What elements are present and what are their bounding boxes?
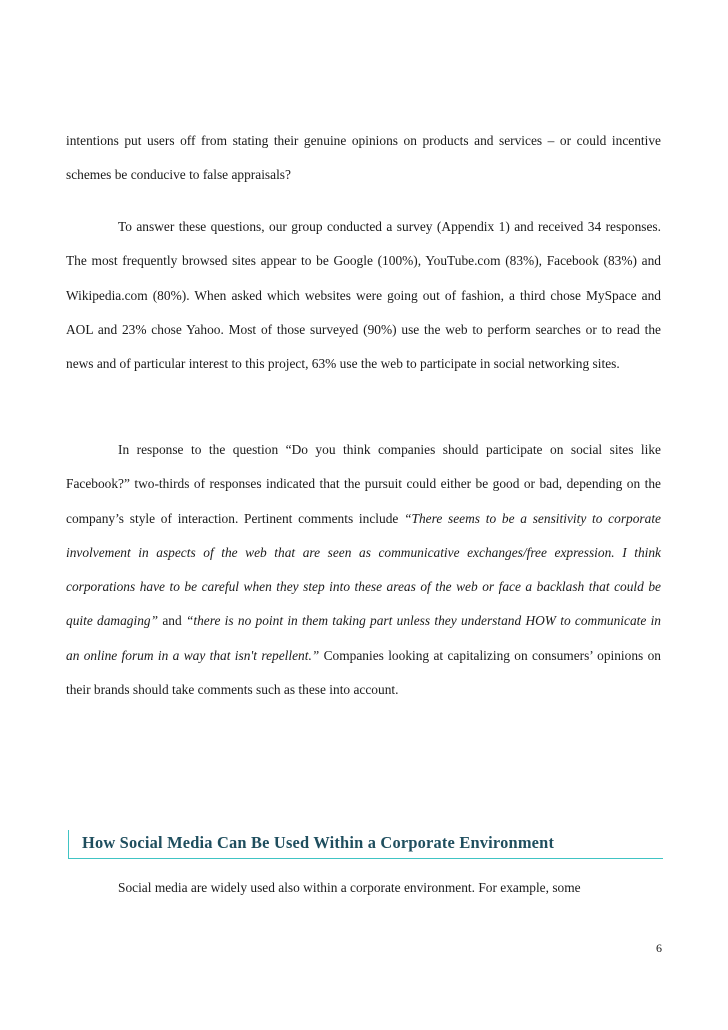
page-number: 6	[656, 941, 662, 955]
paragraph-corporate-use	[66, 871, 661, 905]
paragraph-text-outro: Companies looking at capitalizing on consumers’ opinions on their brands should take comments such as these into account.	[66, 647, 661, 698]
quote-second: “there is no point in them taking part unless they understand HOW to communicate in an online forum in a way that isn't repellent.”	[66, 613, 661, 663]
paragraph-text-and: and	[158, 613, 186, 629]
paragraph-text: intentions put users off from stating their genuine opinions on products and services – or could incentive schemes be conducive to false appraisals?	[66, 133, 661, 183]
paragraph-survey-results	[66, 210, 661, 381]
paragraph-social-sites-responses	[66, 433, 661, 707]
quote-first: “There seems to be a sensitivity to corporate involvement in aspects of the web that are seen as communicative exchanges/free expression. I think corporations have to be careful when they step into these areas of the web or face a backlash that could be quite damaging”	[66, 510, 661, 629]
paragraph-continuation	[66, 124, 661, 193]
section-heading: How Social Media Can Be Used Within a Corporate Environment	[82, 833, 555, 852]
paragraph-text-intro: In response to the question “Do you think companies should participate on social sites like Facebook?” two-thirds of responses indicated that the pursuit could either be good or bad, depending on the company’s style of interaction. Pertinent comments include	[66, 442, 661, 526]
paragraph-text: Social media are widely used also within a corporate environment. For example, some	[118, 880, 581, 895]
paragraph-text: To answer these questions, our group conducted a survey (Appendix 1) and received 34 responses. The most frequently browsed sites appear to be Google (100%), YouTube.com (83%), Facebook (83%) and Wikipedia.com (80%). When asked which websites were going out of fashion, a third chose MySpace and AOL and 23% chose Yahoo. Most of those surveyed (90%) use the web to perform searches or to read the news and of particular interest to this project, 63% use the web to participate in social networking sites.	[66, 219, 661, 372]
section-heading-box	[68, 830, 663, 859]
